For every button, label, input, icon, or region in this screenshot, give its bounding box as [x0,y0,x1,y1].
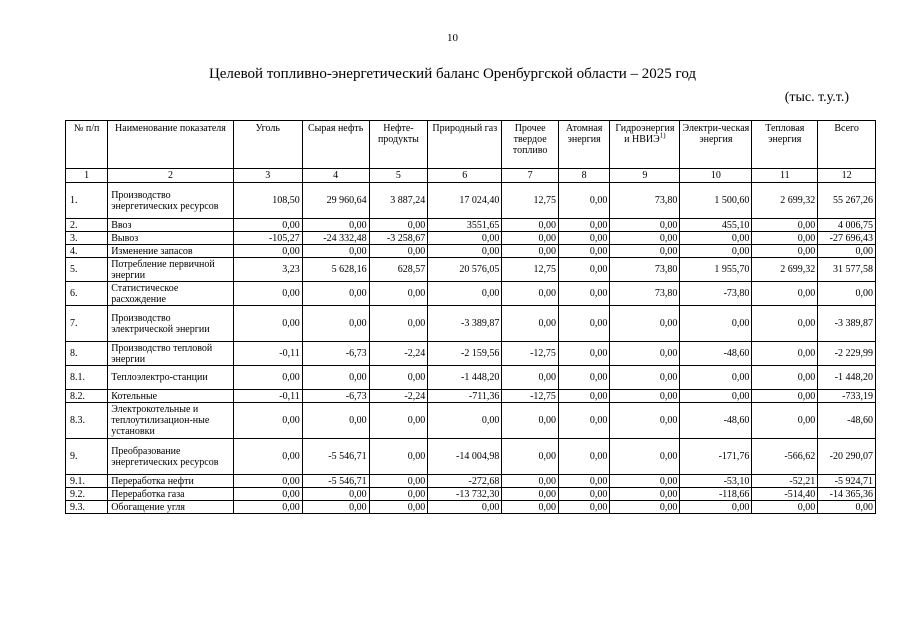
row-label-cell: Статистическое расхождение [108,282,234,306]
value-cell: -48,60 [680,403,752,439]
value-cell: 0,00 [680,232,752,245]
table-row [66,183,876,219]
value-cell: -3 258,67 [369,232,428,245]
value-cell: 0,00 [502,219,559,232]
value-cell: 0,00 [558,501,609,514]
value-cell: 0,00 [610,390,680,403]
value-cell: 0,00 [233,366,302,390]
value-cell: 0,00 [558,232,609,245]
table-row [66,439,876,475]
page-number: 10 [447,32,458,44]
value-cell: 0,00 [558,282,609,306]
value-cell: 0,00 [369,488,428,501]
table-row [66,488,876,501]
value-cell: 0,00 [752,282,818,306]
value-cell: -1 448,20 [818,366,876,390]
value-cell: 0,00 [558,390,609,403]
value-cell: 0,00 [428,245,502,258]
header-cell: Наименование показателя [108,121,234,169]
value-cell: -711,36 [428,390,502,403]
row-index-cell: 9.3. [66,501,108,514]
value-cell: -105,27 [233,232,302,245]
value-cell: 0,00 [369,282,428,306]
row-index-cell: 2. [66,219,108,232]
row-label-cell: Электрокотельные и теплоутилизацион-ные установки [108,403,234,439]
value-cell: 0,00 [558,245,609,258]
value-cell: -73,80 [680,282,752,306]
row-label-cell: Изменение запасов [108,245,234,258]
header-cell: Всего [818,121,876,169]
document-title: Целевой топливно-энергетический баланс Оренбургской области – 2025 год [208,66,697,82]
value-cell: -12,75 [502,342,559,366]
column-number: 8 [558,169,609,183]
header-cell: Электри-ческая энергия [680,121,752,169]
header-cell: № п/п [66,121,108,169]
value-cell: -566,62 [752,439,818,475]
value-cell: 0,00 [558,366,609,390]
column-number: 2 [108,169,234,183]
value-cell: 0,00 [818,245,876,258]
column-number: 6 [428,169,502,183]
value-cell: 0,00 [610,342,680,366]
value-cell: 73,80 [610,183,680,219]
value-cell: 0,00 [558,439,609,475]
column-number: 1 [66,169,108,183]
row-index-cell: 8.3. [66,403,108,439]
value-cell: 73,80 [610,258,680,282]
value-cell: 0,00 [369,439,428,475]
value-cell: 0,00 [610,403,680,439]
value-cell: 0,00 [610,488,680,501]
value-cell: -3 389,87 [818,306,876,342]
value-cell: 0,00 [752,245,818,258]
value-cell: 0,00 [302,488,369,501]
value-cell: -53,10 [680,475,752,488]
value-cell: 0,00 [558,219,609,232]
table-row [66,219,876,232]
header-cell [610,121,680,169]
value-cell: 0,00 [752,366,818,390]
row-label-cell: Производство тепловой энергии [108,342,234,366]
row-label-cell: Котельные [108,390,234,403]
row-label-cell: Производство электрической энергии [108,306,234,342]
value-cell: 55 267,26 [818,183,876,219]
value-cell: 0,00 [302,282,369,306]
value-cell: 0,00 [428,232,502,245]
value-cell: 0,00 [502,403,559,439]
value-cell: 0,00 [558,488,609,501]
column-number: 7 [502,169,559,183]
value-cell: 17 024,40 [428,183,502,219]
value-cell: -27 696,43 [818,232,876,245]
value-cell: 0,00 [369,245,428,258]
value-cell: 0,00 [302,403,369,439]
table-row [66,390,876,403]
value-cell: 0,00 [610,306,680,342]
value-cell: -514,40 [752,488,818,501]
column-number: 3 [233,169,302,183]
table-row [66,282,876,306]
table-row [66,501,876,514]
value-cell: 0,00 [369,501,428,514]
value-cell: 0,00 [502,501,559,514]
value-cell: 0,00 [502,306,559,342]
value-cell: -48,60 [818,403,876,439]
value-cell: 0,00 [502,439,559,475]
value-cell: 0,00 [610,219,680,232]
value-cell: -24 332,48 [302,232,369,245]
value-cell: 0,00 [558,306,609,342]
value-cell: -48,60 [680,342,752,366]
value-cell: 0,00 [302,366,369,390]
value-cell: 1 955,70 [680,258,752,282]
value-cell: 0,00 [369,366,428,390]
value-cell: 0,00 [610,475,680,488]
value-cell: -2 229,99 [818,342,876,366]
table-row [66,366,876,390]
table-row [66,342,876,366]
row-label-cell: Переработка газа [108,488,234,501]
row-label-cell: Вывоз [108,232,234,245]
header-cell: Нефте-продукты [369,121,428,169]
value-cell: 455,10 [680,219,752,232]
row-index-cell: 7. [66,306,108,342]
row-index-cell: 9. [66,439,108,475]
value-cell: 0,00 [233,282,302,306]
value-cell: 0,00 [610,366,680,390]
value-cell: 5 628,16 [302,258,369,282]
value-cell: 73,80 [610,282,680,306]
table-row [66,258,876,282]
row-index-cell: 1. [66,183,108,219]
value-cell: 31 577,58 [818,258,876,282]
value-cell: 0,00 [610,232,680,245]
value-cell: 0,00 [233,475,302,488]
value-cell: -5 546,71 [302,439,369,475]
table-body [66,183,876,514]
header-cell-text: Гидроэнергия и НВИЭ [615,123,675,145]
row-index-cell: 8.1. [66,366,108,390]
value-cell: 0,00 [369,306,428,342]
value-cell: 0,00 [680,245,752,258]
value-cell: 12,75 [502,183,559,219]
value-cell: 0,00 [610,245,680,258]
row-index-cell: 3. [66,232,108,245]
header-cell: Прочее твердое топливо [502,121,559,169]
value-cell: 0,00 [680,306,752,342]
value-cell: 0,00 [233,403,302,439]
value-cell: 0,00 [502,475,559,488]
row-index-cell: 6. [66,282,108,306]
value-cell: 0,00 [752,390,818,403]
value-cell: 3551,65 [428,219,502,232]
value-cell: -1 448,20 [428,366,502,390]
value-cell: 0,00 [680,366,752,390]
value-cell: 0,00 [752,342,818,366]
value-cell: 0,00 [752,403,818,439]
value-cell: 628,57 [369,258,428,282]
column-number: 9 [610,169,680,183]
value-cell: 0,00 [233,306,302,342]
value-cell: 0,00 [233,439,302,475]
value-cell: 0,00 [428,403,502,439]
header-cell: Атомная энергия [558,121,609,169]
value-cell: 0,00 [302,501,369,514]
row-index-cell: 9.2. [66,488,108,501]
value-cell: -3 389,87 [428,306,502,342]
row-label-cell: Производство энергетических ресурсов [108,183,234,219]
value-cell: 0,00 [680,501,752,514]
value-cell: -14 365,36 [818,488,876,501]
value-cell: 12,75 [502,258,559,282]
row-label-cell: Теплоэлектро-станции [108,366,234,390]
value-cell: 0,00 [752,232,818,245]
value-cell: 4 006,75 [818,219,876,232]
value-cell: -2,24 [369,342,428,366]
value-cell: 0,00 [502,282,559,306]
value-cell: 29 960,64 [302,183,369,219]
value-cell: 0,00 [233,245,302,258]
footnote-marker: 1) [659,131,666,140]
header-cell: Природный газ [428,121,502,169]
value-cell: 0,00 [558,258,609,282]
value-cell: -12,75 [502,390,559,403]
value-cell: -0,11 [233,390,302,403]
value-cell: 0,00 [502,232,559,245]
row-index-cell: 8. [66,342,108,366]
value-cell: 2 699,32 [752,183,818,219]
value-cell: 1 500,60 [680,183,752,219]
value-cell: 0,00 [302,306,369,342]
value-cell: 0,00 [369,475,428,488]
row-label-cell: Преобразование энергетических ресурсов [108,439,234,475]
value-cell: -6,73 [302,342,369,366]
value-cell: -20 290,07 [818,439,876,475]
row-label-cell: Ввоз [108,219,234,232]
table-row [66,306,876,342]
value-cell: 0,00 [369,219,428,232]
value-cell: -6,73 [302,390,369,403]
value-cell: -5 924,71 [818,475,876,488]
value-cell: 2 699,32 [752,258,818,282]
value-cell: 0,00 [428,501,502,514]
value-cell: 20 576,05 [428,258,502,282]
value-cell: 0,00 [502,488,559,501]
column-number: 5 [369,169,428,183]
value-cell: -5 546,71 [302,475,369,488]
row-index-cell: 9.1. [66,475,108,488]
column-number: 4 [302,169,369,183]
column-number: 12 [818,169,876,183]
row-label-cell: Переработка нефти [108,475,234,488]
value-cell: 0,00 [752,306,818,342]
value-cell: 0,00 [233,219,302,232]
value-cell: -171,76 [680,439,752,475]
header-cell: Сырая нефть [302,121,369,169]
value-cell: 0,00 [558,475,609,488]
value-cell: 0,00 [302,245,369,258]
balance-table [65,120,876,514]
column-number: 11 [752,169,818,183]
value-cell: 0,00 [818,282,876,306]
value-cell: -272,68 [428,475,502,488]
value-cell: 0,00 [610,501,680,514]
value-cell: 0,00 [610,439,680,475]
value-cell: -2 159,56 [428,342,502,366]
value-cell: -118,66 [680,488,752,501]
value-cell: 0,00 [752,219,818,232]
value-cell: -14 004,98 [428,439,502,475]
table-header-row [66,121,876,169]
row-index-cell: 5. [66,258,108,282]
value-cell: 0,00 [233,501,302,514]
value-cell: 0,00 [558,183,609,219]
row-label-cell: Потребление первичной энергии [108,258,234,282]
value-cell: -733,19 [818,390,876,403]
row-label-cell: Обогащение угля [108,501,234,514]
table-row [66,475,876,488]
value-cell: 3,23 [233,258,302,282]
value-cell: 0,00 [558,403,609,439]
units-label: (тыс. т.у.т.) [784,90,849,105]
value-cell: 0,00 [680,390,752,403]
column-number: 10 [680,169,752,183]
value-cell: 0,00 [752,501,818,514]
value-cell: 0,00 [233,488,302,501]
value-cell: -52,21 [752,475,818,488]
value-cell: -13 732,30 [428,488,502,501]
header-cell: Уголь [233,121,302,169]
value-cell: 0,00 [558,342,609,366]
column-number-row [66,169,876,183]
value-cell: 0,00 [369,403,428,439]
value-cell: -0,11 [233,342,302,366]
value-cell: 0,00 [818,501,876,514]
value-cell: 0,00 [302,219,369,232]
value-cell: -2,24 [369,390,428,403]
value-cell: 108,50 [233,183,302,219]
value-cell: 0,00 [502,245,559,258]
value-cell: 3 887,24 [369,183,428,219]
table-row [66,245,876,258]
value-cell: 0,00 [502,366,559,390]
table-row [66,232,876,245]
row-index-cell: 4. [66,245,108,258]
header-cell: Тепловая энергия [752,121,818,169]
value-cell: 0,00 [428,282,502,306]
table-row [66,403,876,439]
row-index-cell: 8.2. [66,390,108,403]
